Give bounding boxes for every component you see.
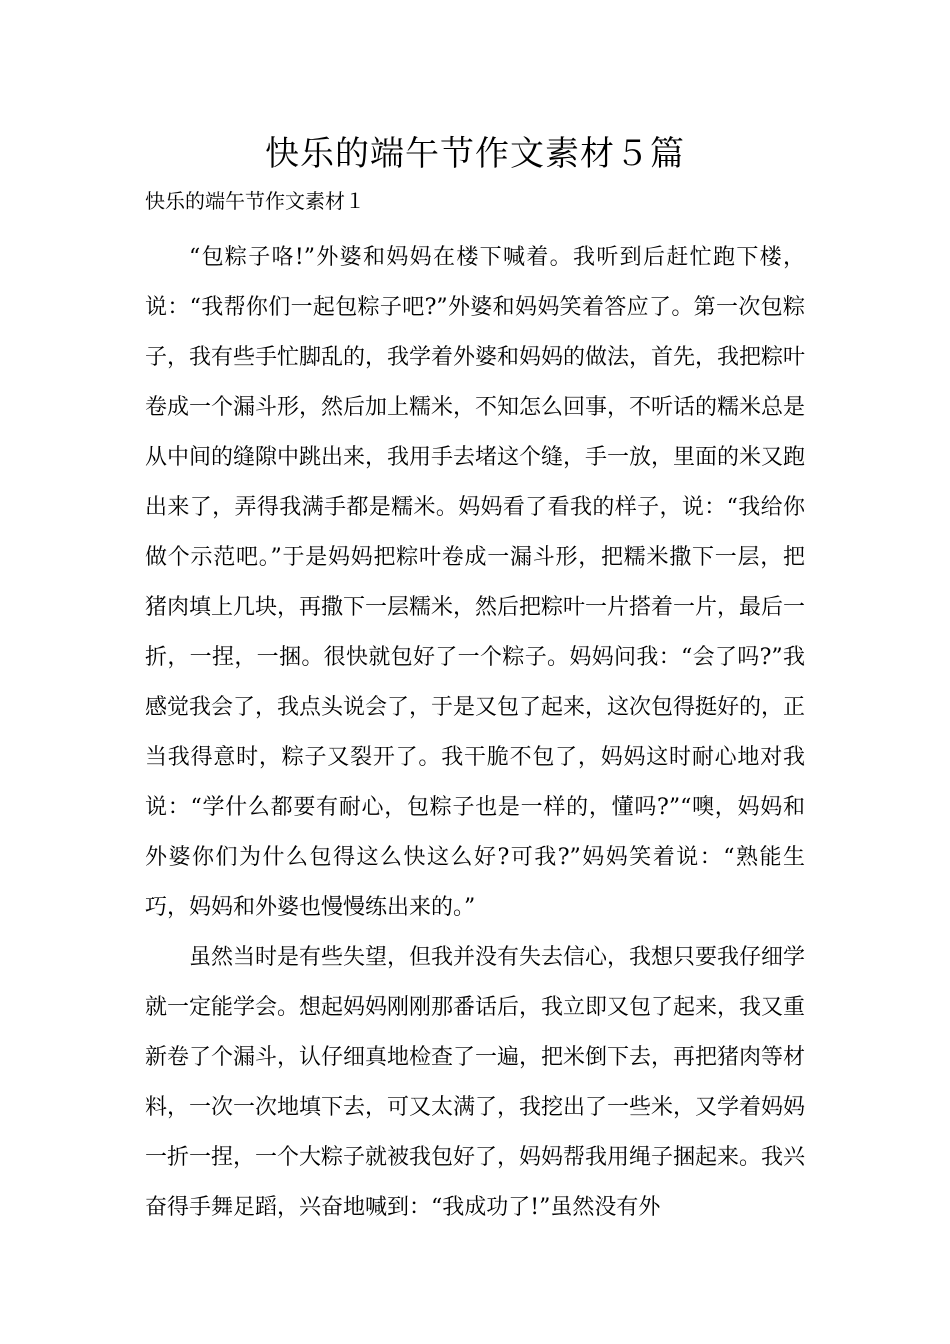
document-body (145, 233, 805, 1233)
paragraph: 虽然当时是有些失望，但我并没有失去信心，我想只要我仔细学就一定能学会。想起妈妈刚刚那番话后，我立即又包了起来，我又重新卷了个漏斗，认仔细真地检查了一遍，把米倒下去，再把猪肉等材料，一次一次地填下去，可又太满了，我挖出了一些米，又学着妈妈一折一捏，一个大粽子就被我包好了，妈妈帮我用绳子捆起来。我兴奋得手舞足蹈，兴奋地喊到：“我成功了!”虽然没有外 (145, 945, 806, 1220)
document-title: 快乐的端午节作文素材５篇 (265, 134, 685, 174)
paragraph: “包粽子咯!”外婆和妈妈在楼下喊着。我听到后赶忙跑下楼，说：“我帮你们一起包粽子吧?”外婆和妈妈笑着答应了。第一次包粽子，我有些手忙脚乱的，我学着外婆和妈妈的做法，首先，我把粽叶卷成一个漏斗形，然后加上糯米，不知怎么回事，不听话的糯米总是从中间的缝隙中跳出来，我用手去堵这个缝，手一放，里面的米又跑出来了，弄得我满手都是糯米。妈妈看了看我的样子，说：“我给你做个示范吧。”于是妈妈把粽叶卷成一漏斗形，把糯米撒下一层，把猪肉填上几块，再撒下一层糯米，然后把粽叶一片搭着一片，最后一折，一捏，一捆。很快就包好了一个粽子。妈妈问我：“会了吗?”我感觉我会了，我点头说会了，于是又包了起来，这次包得挺好的，正当我得意时，粽子又裂开了。我干脆不包了，妈妈这时耐心地对我说：“学什么都要有耐心，包粽子也是一样的，懂吗?”“噢，妈妈和外婆你们为什么包得这么快这么好?可我?”妈妈笑着说：“熟能生巧，妈妈和外婆也慢慢练出来的。” (145, 245, 806, 920)
section-heading: 快乐的端午节作文素材１ (145, 189, 365, 213)
